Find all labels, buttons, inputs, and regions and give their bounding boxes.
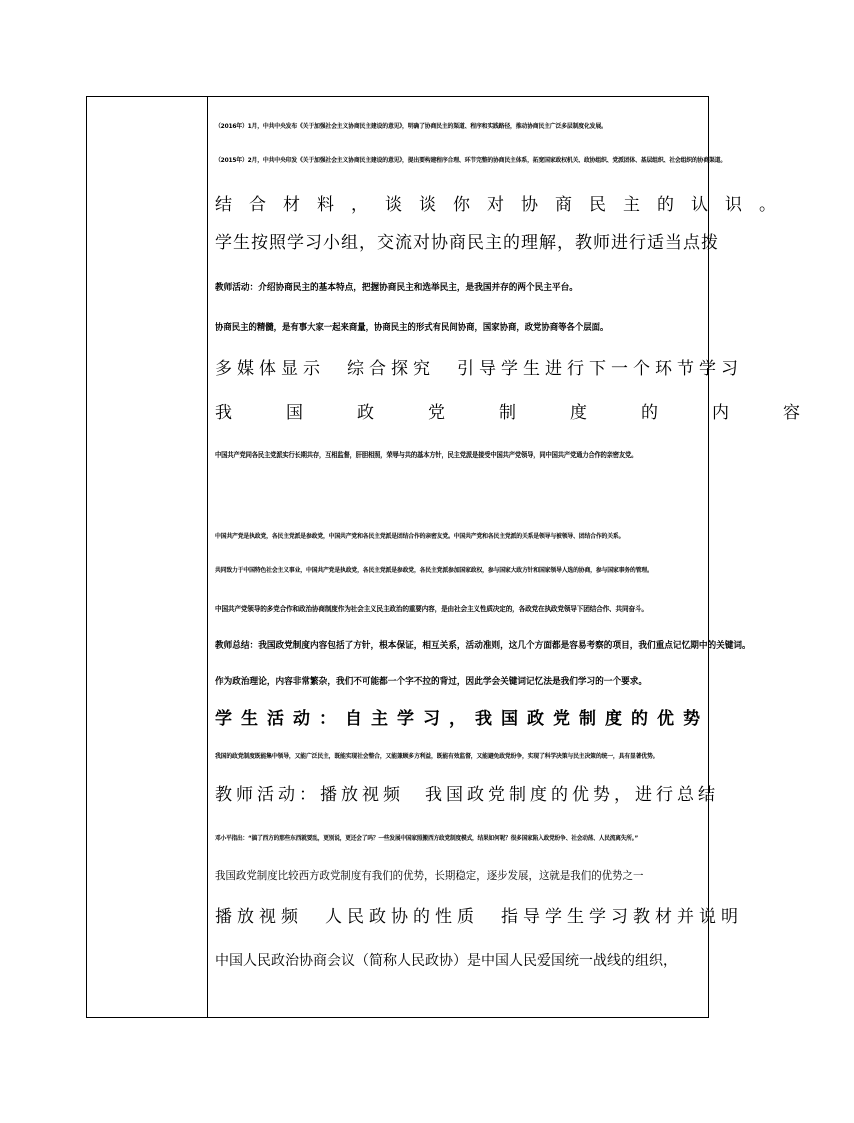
student-activity-line: 学生按照学习小组，交流对协商民主的理解，教师进行适当点拨 (215, 233, 719, 253)
policy-line: 中国共产党同各民主党派实行长期共存，互相监督，肝胆相照，荣辱与共的基本方针，民主党派是接受中国共产党领导，同中国共产党通力合作的亲密友党。 (215, 451, 638, 459)
teacher-activity-line: 教师活动：介绍协商民主的基本特点，把握协商民主和选举民主，是我国并存的两个民主平台。 (215, 283, 578, 293)
comparison-line: 我国政党制度比较西方政党制度有我们的优势，长期稳定，逐步发展，这就是我们的优势之一 (215, 869, 644, 882)
cppcc-definition-line: 中国人民政治协商会议（简称人民政协）是中国人民爱国统一战线的组织， (215, 953, 677, 969)
section-heading-content: 我国政党制度的内容 (215, 403, 854, 423)
advantage-line: 我国的政党制度既能集中领导，又能广泛民主，既能实现社会整合，又能兼顾多方利益，既能有效监督，又能避免政党纷争，实现了科学决策与民主决策的统一，具有显著优势。 (215, 753, 659, 760)
keyword-memory-line: 作为政治理论，内容非常繁杂，我们不可能都一个字不拉的背过，因此学会关键词记忆法是我们学习的一个要求。 (215, 677, 648, 687)
question-line: 结合材料，谈谈你对协商民主的认识。 (215, 195, 793, 215)
student-self-study-line: 学生活动：自主学习，我国政党制度的优势 (215, 709, 709, 729)
cppcc-video-line: 播放视频 人民政协的性质 指导学生学习教材并说明 (215, 907, 743, 927)
material-line-2: （2015年）2月，中共中央印发《关于加强社会主义协商民主建设的意见》，提出要构建程序合理、环节完整的协商民主体系，拓宽国家政权机关、政协组织、党派团体、基层组织、社会组织的协商渠道。 (215, 157, 727, 164)
consultative-essence-line: 协商民主的精髓，是有事大家一起来商量，协商民主的形式有民间协商，国家协商，政党协商等各个层面。 (215, 323, 609, 333)
lesson-table (86, 96, 854, 1018)
quote-line: 邓小平指出：“搞了西方的那些东西就要乱，更别说，更还会了吗？一些发展中国家照搬西方政党制度模式，结果如何呢？很多国家陷入政党纷争、社会动荡、人民流离失所。” (215, 835, 639, 842)
teacher-summary-line: 教师总结：我国政党制度内容包括了方针，根本保证，相互关系，活动准则，这几个方面都是容易考察的项目，我们重点记忆期中的关键词。 (215, 641, 751, 651)
teaching-content-cell (215, 97, 854, 1017)
teacher-video-line: 教师活动：播放视频 我国政党制度的优势，进行总结 (215, 785, 719, 805)
material-line-1: （2016年）1月，中共中央发布《关于加强社会主义协商民主建设的意见》，明确了协商民主的渠道、程序和实践路径，推动协商民主广泛多层制度化发展。 (215, 123, 607, 130)
multimedia-line: 多媒体显示 综合探究 引导学生进行下一个环节学习 (215, 359, 743, 379)
relationship-line: 中国共产党是执政党，各民主党派是参政党，中国共产党和各民主党派是团结合作的亲密友党。中国共产党和各民主党派的关系是领导与被领导、团结合作的关系。 (215, 533, 625, 540)
cooperation-line: 共同致力于中国特色社会主义事业，中国共产党是执政党，各民主党派是参政党，各民主党派参加国家政权，参与国家大政方针和国家领导人选的协商，参与国家事务的管理。 (215, 567, 653, 574)
column-divider (207, 97, 208, 1017)
system-line: 中国共产党领导的多党合作和政治协商制度作为社会主义民主政治的重要内容，是由社会主义性质决定的，各政党在执政党领导下团结合作、共同奋斗。 (215, 605, 648, 613)
